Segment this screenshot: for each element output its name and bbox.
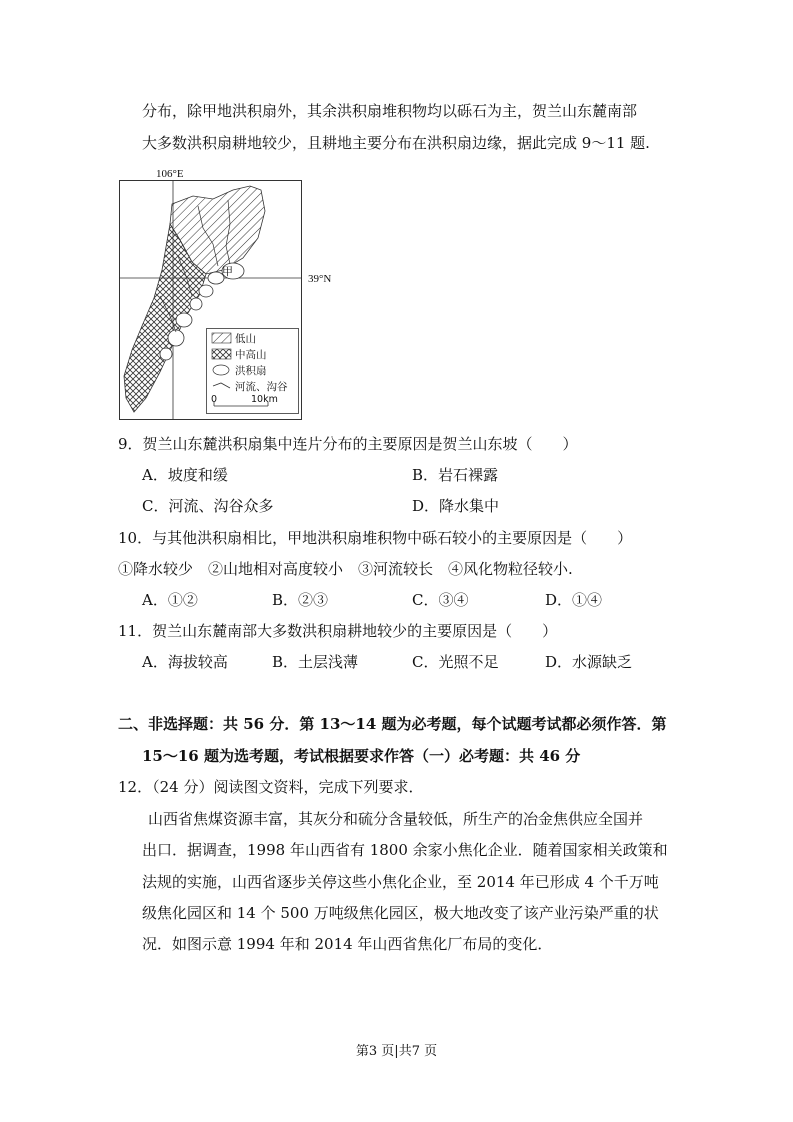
q11-option-c: C．光照不足 xyxy=(412,653,499,671)
page-footer: 第3 页|共7 页 xyxy=(355,1044,438,1059)
q9-stem: 9．贺兰山东麓洪积扇集中连片分布的主要原因是贺兰山东坡（ ） xyxy=(118,435,578,453)
q11-stem: 11．贺兰山东麓南部大多数洪积扇耕地较少的主要原因是（ ） xyxy=(118,622,558,640)
helanshan-map xyxy=(118,166,348,422)
q10-option-a: A．①② xyxy=(142,591,198,609)
q9-option-a: A．坡度和缓 xyxy=(142,466,228,484)
map-legend xyxy=(207,329,299,414)
q12-paragraph-line-5: 况．如图示意 1994 年和 2014 年山西省焦化厂布局的变化． xyxy=(142,935,553,953)
longitude-label: 106°E xyxy=(156,168,184,180)
q10-stem: 10．与其他洪积扇相比，甲地洪积扇堆积物中砾石较小的主要原因是（ ） xyxy=(118,529,633,547)
q9-option-c: C．河流、沟谷众多 xyxy=(142,497,274,515)
q10-option-b: B．②③ xyxy=(272,591,329,609)
legend-mid-high-mountain-label: 中高山 xyxy=(235,349,267,361)
legend-river-label: 河流、沟谷 xyxy=(235,381,288,393)
intro-line-2: 大多数洪积扇耕地较少，且耕地主要分布在洪积扇边缘，据此完成 9～11 题. xyxy=(142,134,650,152)
latitude-label: 39°N xyxy=(308,273,332,285)
q11-option-d: D．水源缺乏 xyxy=(545,653,633,671)
legend-low-mountain-swatch xyxy=(212,333,231,343)
section2-heading-line-2: 15～16 题为选考题，考试根据要求作答（一）必考题：共 46 分 xyxy=(142,747,581,765)
scale-zero-label: 0 xyxy=(211,394,218,405)
legend-fan-swatch xyxy=(213,365,229,375)
q12-paragraph-line-1: 山西省焦煤资源丰富，其灰分和硫分含量较低，所生产的冶金焦供应全国并 xyxy=(148,810,644,828)
intro-line-1: 分布，除甲地洪积扇外，其余洪积扇堆积物均以砾石为主，贺兰山东麓南部 xyxy=(142,102,638,120)
q11-option-b: B．土层浅薄 xyxy=(272,653,359,671)
q12-paragraph-line-3: 法规的实施，山西省逐步关停这些小焦化企业，至 2014 年已形成 4 个千万吨 xyxy=(142,873,659,891)
place-label-jia: 甲 xyxy=(222,265,233,278)
q11-option-a: A．海拔较高 xyxy=(142,653,228,671)
legend-mid-high-mountain-swatch xyxy=(212,349,231,359)
helanshan-map-figure xyxy=(118,166,348,422)
legend-low-mountain-label: 低山 xyxy=(235,333,256,345)
q10-items: ①降水较少 ②山地相对高度较小 ③河流较长 ④风化物粒径较小. xyxy=(118,560,573,578)
q10-option-d: D．①④ xyxy=(545,591,603,609)
q9-option-b: B．岩石裸露 xyxy=(412,466,499,484)
section2-heading-line-1: 二、非选择题：共 56 分．第 13～14 题为必考题，每个试题考试都必须作答．第 xyxy=(118,715,667,733)
scale-distance-label: 10km xyxy=(251,394,278,405)
q10-option-c: C．③④ xyxy=(412,591,469,609)
legend-fan-label: 洪积扇 xyxy=(235,365,267,377)
q12-stem: 12．（24 分）阅读图文资料，完成下列要求． xyxy=(118,778,424,796)
q12-paragraph-line-4: 级焦化园区和 14 个 500 万吨级焦化园区，极大地改变了该产业污染严重的状 xyxy=(142,904,659,922)
q9-option-d: D．降水集中 xyxy=(412,497,500,515)
q12-paragraph-line-2: 出口．据调查，1998 年山西省有 1800 余家小焦化企业．随着国家相关政策和 xyxy=(142,841,668,859)
